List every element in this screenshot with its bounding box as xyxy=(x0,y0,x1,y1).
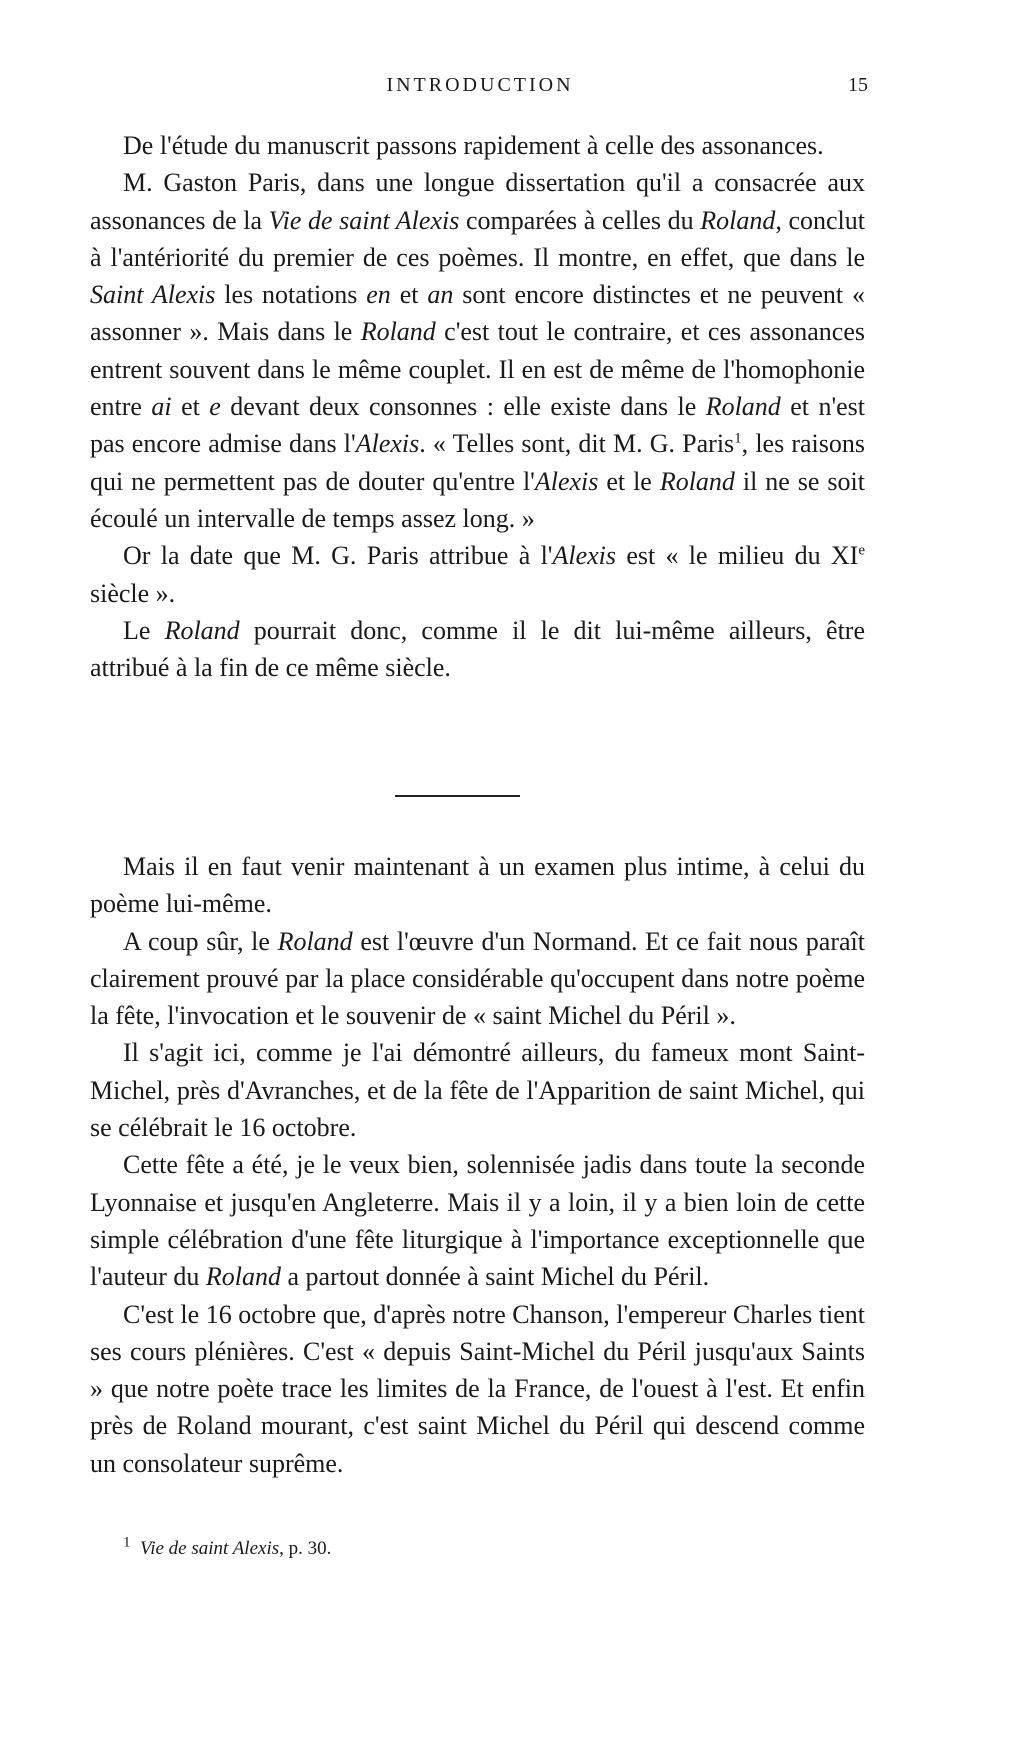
paragraph: Le Roland pourrait donc, comme il le dit lui-même ailleurs, être attribué à la fin de ce même siècle. xyxy=(90,615,866,683)
paragraph: Or la date que M. G. Paris attribue à l'Alexis est « le milieu du XIe siècle ». xyxy=(90,541,865,608)
work-title: Alexis xyxy=(534,466,599,496)
work-title: Roland xyxy=(164,615,240,645)
section-assonances xyxy=(90,127,865,686)
footnote: $^1$ Vie de saint Alexis, p. 30. xyxy=(123,1534,332,1559)
work-title: Roland xyxy=(659,466,735,496)
work-title: Roland xyxy=(277,926,353,956)
work-title: Vie de saint Alexis xyxy=(268,205,460,235)
paragraph: Cette fête a été, je le veux bien, solennisée jadis dans toute la seconde Lyonnaise et jusqu'en Angleterre. Mais il y a loin, il y a bien loin de cette simple célébration d'une fête liturgique à l'importance exceptionnelle que l'auteur du Roland a partout donnée à saint Michel du Péril. xyxy=(90,1150,865,1292)
paragraph: De l'étude du manuscrit passons rapidement à celle des assonances. xyxy=(123,131,824,160)
work-title: Saint Alexis xyxy=(90,280,216,310)
section-divider xyxy=(395,795,520,797)
running-title: INTRODUCTION xyxy=(386,74,574,96)
section-normand xyxy=(90,848,865,1482)
paragraph: A coup sûr, le Roland est l'œuvre d'un Normand. Et ce fait nous paraît clairement prouvé par la place considérable qu'occupent dans notre poème la fête, l'invocation et le souvenir de « saint Michel du Péril ». xyxy=(90,926,865,1031)
work-title: Roland xyxy=(705,392,781,422)
paragraph: Il s'agit ici, comme je l'ai démontré ailleurs, du fameux mont Saint-Michel, près d'Avranches, et de la fête de l'Apparition de saint Michel, qui se célébrait le 16 octobre. xyxy=(90,1038,865,1143)
work-title: Roland xyxy=(700,205,776,235)
footnote-title: Vie de saint Alexis xyxy=(140,1538,280,1559)
paragraph: C'est le 16 octobre que, d'après notre Chanson, l'empereur Charles tient ses cours plénières. C'est « depuis Saint-Michel du Péril jusqu'aux Saints » que notre poète trace les limites de la France, de l'ouest à l'est. Et enfin près de Roland mourant, c'est saint Michel du Péril qui descend comme un consolateur suprême. xyxy=(90,1299,865,1478)
footnote-ref: 1 xyxy=(734,430,742,447)
work-title: Alexis xyxy=(552,541,617,571)
page-number: 15 xyxy=(848,74,868,96)
footnote-marker: 1 xyxy=(123,1534,131,1551)
work-title: Roland xyxy=(205,1262,281,1292)
paragraph: M. Gaston Paris, dans une longue dissertation qu'il a consacrée aux assonances de la Vie de saint Alexis comparées à celles du Roland, conclut à l'antériorité du premier de ces poèmes. Il montre, en effet, que dans le Saint Alexis les notations en et an sont encore distinctes et ne peuvent « assonner ». Mais dans le Roland c'est tout le contraire, et ces assonances entrent souvent dans le même couplet. Il en est de même de l'homophonie entre ai et e devant deux consonnes : elle existe dans le Roland et n'est pas encore admise dans l'Alexis. « Telles sont, dit M. G. Paris$^1$, les raisons qui ne permettent pas de douter qu'entre l'Alexis et le Roland il ne se soit écoulé un intervalle de temps assez long. » xyxy=(90,168,866,533)
work-title: Roland xyxy=(360,317,436,347)
page-header xyxy=(90,70,870,100)
work-title: Alexis xyxy=(355,429,420,459)
paragraph: Mais il en faut venir maintenant à un examen plus intime, à celui du poème lui-même. xyxy=(90,852,865,919)
